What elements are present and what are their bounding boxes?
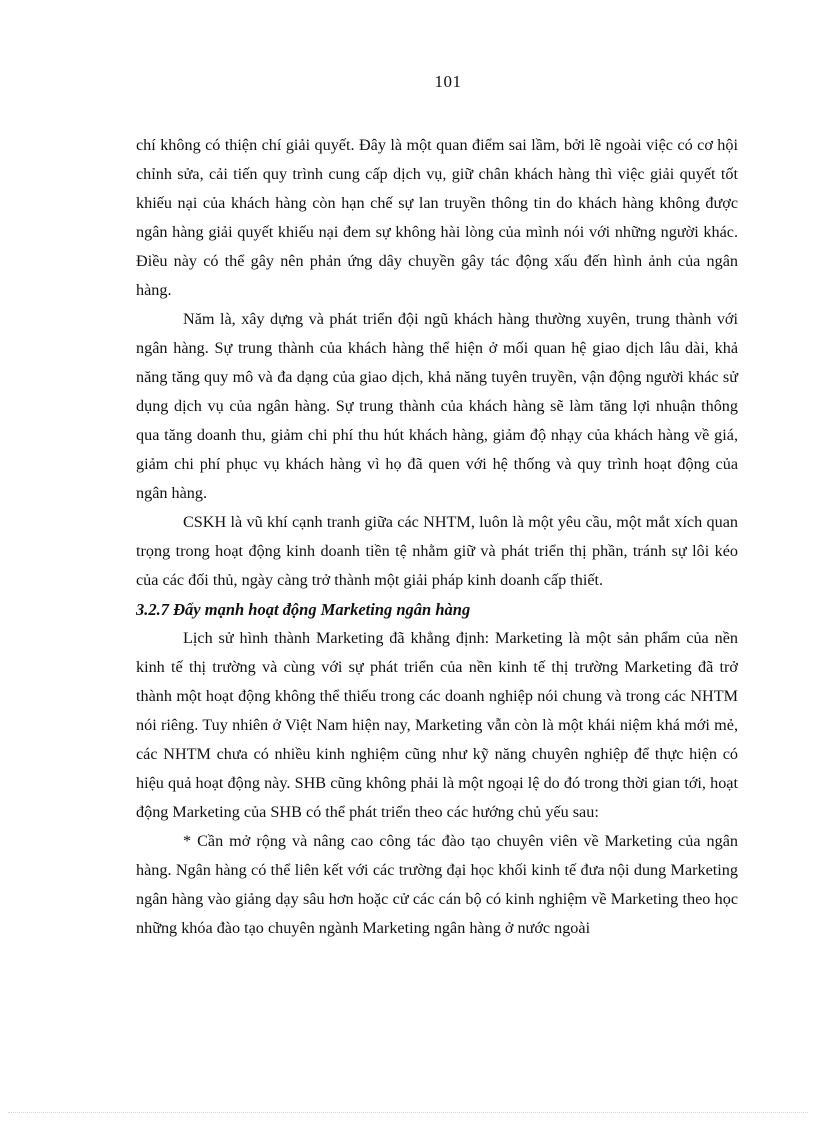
section-heading: 3.2.7 Đẩy mạnh hoạt động Marketing ngân hàng xyxy=(136,600,471,619)
page-body xyxy=(136,131,738,943)
paragraph-marketing-training: * Cần mở rộng và nâng cao công tác đào tạo chuyên viên về Marketing của ngân hàng. Ngân hàng có thể liên kết với các trường đại học khối kinh tế đưa nội dung Marketing ngân hàng vào giảng dạy sâu hơn hoặc cử các cán bộ có kinh nghiệm về Marketing theo học những khóa đào tạo chuyên ngành Marketing ngân hàng ở nước ngoài xyxy=(136,832,738,937)
paragraph-continuation: chí không có thiện chí giải quyết. Đây là một quan điểm sai lầm, bởi lẽ ngoài việc có cơ hội chỉnh sửa, cải tiến quy trình cung cấp dịch vụ, giữ chân khách hàng thì việc giải quyết tốt khiếu nại của khách hàng còn hạn chế sự lan truyền thông tin do khách hàng không được ngân hàng giải quyết khiếu nại đem sự không hài lòng của mình nói với những người khác. Điều này có thể gây nên phản ứng dây chuyền gây tác động xấu đến hình ảnh của ngân hàng. xyxy=(136,136,738,299)
paragraph-cskh: CSKH là vũ khí cạnh tranh giữa các NHTM, luôn là một yêu cầu, một mắt xích quan trọng trong hoạt động kinh doanh tiền tệ nhằm giữ và phát triển thị phần, tránh sự lôi kéo của các đối thủ, ngày càng trở thành một giải pháp kinh doanh cấp thiết. xyxy=(136,513,738,589)
paragraph-loyal-customers: Năm là, xây dựng và phát triển đội ngũ khách hàng thường xuyên, trung thành với ngân hàng. Sự trung thành của khách hàng thể hiện ở mối quan hệ giao dịch lâu dài, khả năng tăng quy mô và đa dạng của giao dịch, khả năng tuyên truyền, vận động người khác sử dụng dịch vụ của ngân hàng. Sự trung thành của khách hàng sẽ làm tăng lợi nhuận thông qua tăng doanh thu, giảm chi phí thu hút khách hàng, giảm độ nhạy của khách hàng về giá, giảm chi phí phục vụ khách hàng vì họ đã quen với hệ thống và quy trình hoạt động của ngân hàng. xyxy=(136,310,738,502)
page-number: 101 xyxy=(434,72,462,91)
paragraph-marketing-history: Lịch sử hình thành Marketing đã khẳng định: Marketing là một sản phẩm của nền kinh tế thị trường và cùng với sự phát triển của nền kinh tế thị trường Marketing đã trở thành một hoạt động không thể thiếu trong các doanh nghiệp nói chung và trong các NHTM nói riêng. Tuy nhiên ở Việt Nam hiện nay, Marketing vẫn còn là một khái niệm khá mới mẻ, các NHTM chưa có nhiều kinh nghiệm cũng như kỹ năng chuyên nghiệp để thực hiện có hiệu quả hoạt động này. SHB cũng không phải là một ngoại lệ do đó trong thời gian tới, hoạt động Marketing của SHB có thể phát triển theo các hướng chủ yếu sau: xyxy=(136,629,738,821)
page-bottom-divider xyxy=(8,1112,808,1113)
